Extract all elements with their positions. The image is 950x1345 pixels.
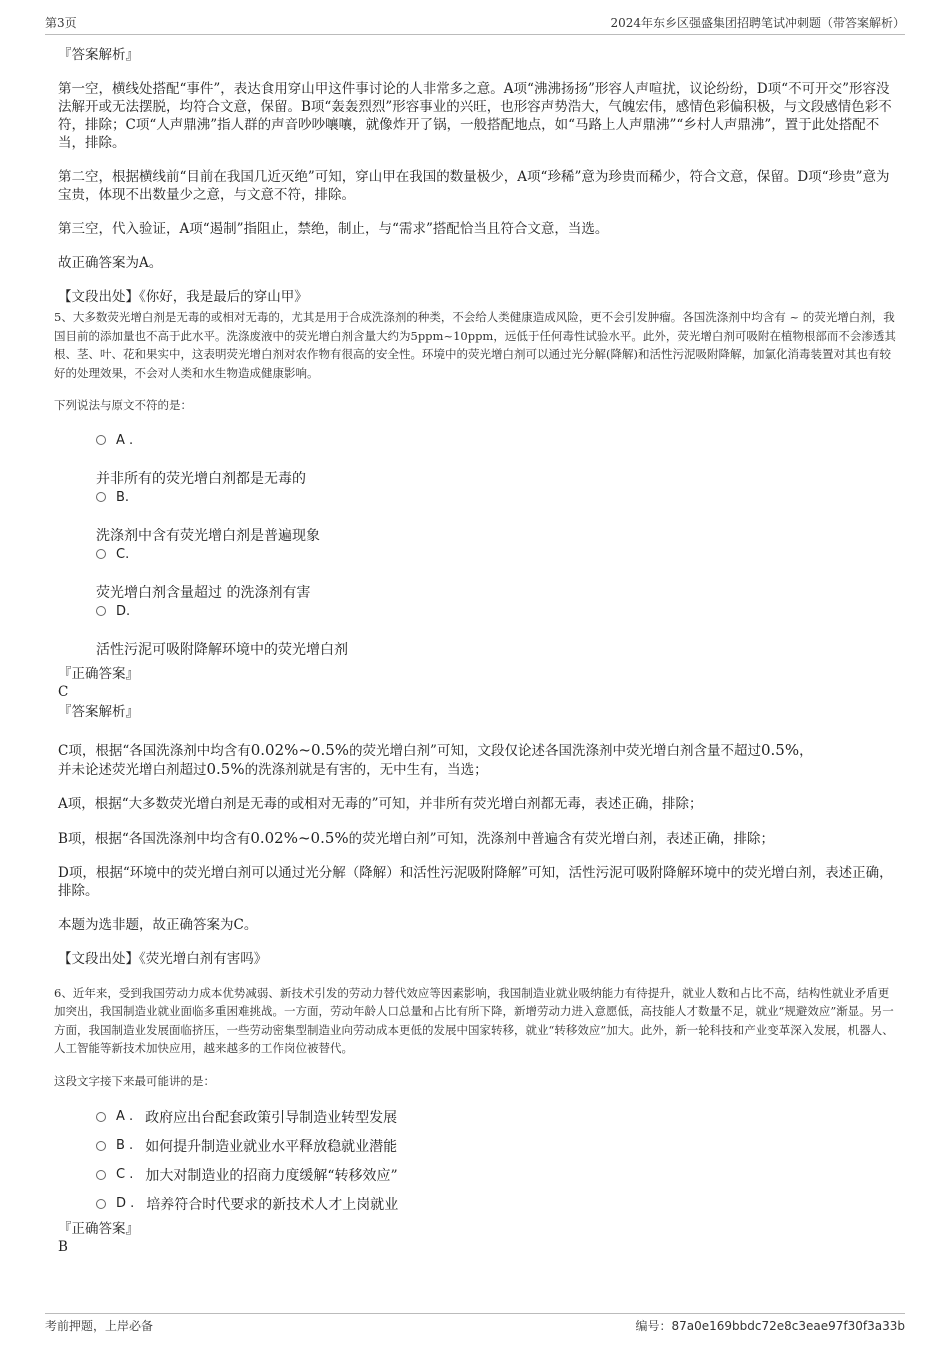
q6-stem: 6、近年来，受到我国劳动力成本优势减弱、新技术引发的劳动力替代效应等因素影响，我国制造业就业吸纳能力有待提升，就业人数和占比不高，结构性就业矛盾更加突出，我国制造业就业面临多重困难挑战。一方面，劳动年龄人口总量和占比有所下降，新增劳动力进入意愿低，高技能人才数量不足，就业“规避效应”渐显。另一方面，我国制造业发展面临挤压，一些劳动密集型制造业向劳动成本更低的发展中国家转移，就业“转移效应”加大。此外，新一轮科技和产业变革深入发展，机器人、人工智能等新技术加快应用，越来越多的工作岗位被替代。 [54,985,894,1055]
q6-option-d[interactable]: D . 培养符合时代要求的新技术人才上岗就业 [96,1189,898,1218]
q5-source: 【文段出处】《荧光增白剂有害吗》 [58,950,268,967]
q5-options [96,433,898,659]
q5-option-c[interactable]: C. [96,547,898,562]
radio-icon[interactable] [96,1199,106,1209]
q5-option-c-text: 荧光增白剂含量超过 的洗涤剂有害 [96,584,311,601]
document-title: 2024年东乡区强盛集团招聘笔试冲刺题（带答案解析） [610,16,905,30]
q4-source: 【文段出处】《你好，我是最后的穿山甲》 [58,289,308,305]
q6-prompt: 这段文字接下来最可能讲的是： [54,1073,215,1088]
q6-answer: B [58,1239,68,1255]
q4-analysis-para-2: 第二空，根据横线前“目前在我国几近灭绝”可知，穿山甲在我国的数量极少，A项“珍稀”意为珍贵而稀少，符合文意，保留。D项“珍贵”意为宝贵，体现不出数量少之意，与文意不符，排除。 [58,169,890,203]
math-pct: 0.5% [760,740,800,759]
radio-icon[interactable] [96,606,106,616]
q5-analysis-heading: 『答案解析』 [58,703,139,720]
q5-option-d-text: 活性污泥可吸附降解环境中的荧光增白剂 [96,641,348,658]
q5-option-a[interactable]: A . [96,433,898,448]
q6-option-b[interactable]: B . 如何提升制造业就业水平释放稳就业潜能 [96,1131,898,1160]
q5-conclusion: 本题为选非题，故正确答案为C。 [58,916,258,933]
page-footer [45,1313,905,1334]
q5-answer: C [58,683,69,700]
radio-icon[interactable] [96,1112,106,1122]
radio-icon[interactable] [96,435,106,445]
document-code: 编号：87a0e169bbdc72e8c3eae97f30f3a33b [635,1319,905,1333]
q4-answer-conclusion: 故正确答案为A。 [58,255,163,271]
q5-option-a-text: 并非所有的荧光增白剂都是无毒的 [96,470,306,487]
footer-slogan: 考前押题，上岸必备 [45,1319,154,1333]
page-content [54,46,898,1256]
math-range: 0.02%~0.5% [250,828,349,847]
q5-option-d[interactable]: D. [96,604,898,619]
q5-answer-heading: 『正确答案』 [58,665,139,682]
math-pct: 0.5% [206,759,245,778]
q5-analysis-a: A项，根据“大多数荧光增白剂是无毒的或相对无毒的”可知，并非所有荧光增白剂都无毒，表述正确，排除； [58,795,703,812]
q5-prompt: 下列说法与原文不符的是： [54,398,192,412]
radio-icon[interactable] [96,492,106,502]
page-header [45,14,905,35]
q6-option-c[interactable]: C . 加大对制造业的招商力度缓解“转移效应” [96,1160,898,1189]
radio-icon[interactable] [96,1170,106,1180]
q5-option-b-text: 洗涤剂中含有荧光增白剂是普遍现象 [96,527,320,544]
radio-icon[interactable] [96,549,106,559]
q5-analysis-b: B项，根据“各国洗涤剂中均含有0.02%~0.5%的荧光增白剂”可知，洗涤剂中普遍含有荧光增白剂，表述正确，排除； [58,828,775,847]
q5-option-b[interactable]: B. [96,490,898,505]
q6-answer-heading: 『正确答案』 [58,1221,139,1237]
q4-analysis-heading: 『答案解析』 [58,47,139,63]
math-range: 0.02%~0.5% [250,740,350,759]
q6-options [96,1102,898,1218]
q6-option-a[interactable]: A . 政府应出台配套政策引导制造业转型发展 [96,1102,898,1131]
q4-analysis-para-1: 第一空，横线处搭配“事件”，表达食用穿山甲这件事讨论的人非常多之意。A项“沸沸扬扬”形容人声喧扰，议论纷纷，D项“不可开交”形容没法解开或无法摆脱，均符合文意，保留。B项“轰轰烈烈”形容事业的兴旺，也形容声势浩大，气魄宏伟，感情色彩偏积极，与文段感情色彩不符，排除；C项“人声鼎沸”指人群的声音吵吵嚷嚷，就像炸开了锅，一般搭配地点，如“马路上人声鼎沸”“乡村人声鼎沸”，置于此处搭配不当，排除。 [58,81,892,151]
q5-stem: 5、大多数荧光增白剂是无毒的或相对无毒的，尤其是用于合成洗涤剂的种类，不会给人类健康造成风险，更不会引发肿瘤。各国洗涤剂中均含有 ~ 的荧光增白剂，我国目前的添加量也不高于此水平。洗涤废液中的荧光增白剂含量大约为5ppm~10ppm，远低于任何毒性试验水平。此外，荧光增白剂可吸附在植物根部而不会渗透其根、茎、叶、花和果实中，这表明荧光增白剂对农作物有很高的安全性。环境中的荧光增白剂可以通过光分解(降解)和活性污泥吸附降解，加氯化消毒装置对其也有较好的处理效果，不会对人类和水生物造成健康影响。 [54,310,896,380]
q5-analysis-c: C项，根据“各国洗涤剂中均含有0.02%~0.5%的荧光增白剂”可知，文段仅论述各国洗涤剂中荧光增白剂含量不超过0.5%， 并未论述荧光增白剂超过0.5%的洗涤剂就是有害的，无中生有，当选； [58,740,813,778]
radio-icon[interactable] [96,1141,106,1151]
page-number: 第3页 [45,16,77,30]
q4-analysis-para-3: 第三空，代入验证，A项“遏制”指阻止，禁绝，制止，与“需求”搭配恰当且符合文意，当选。 [58,221,609,237]
q5-analysis-d: D项，根据“环境中的荧光增白剂可以通过光分解（降解）和活性污泥吸附降解”可知，活性污泥可吸附降解环境中的荧光增白剂，表述正确，排除。 [58,864,893,899]
